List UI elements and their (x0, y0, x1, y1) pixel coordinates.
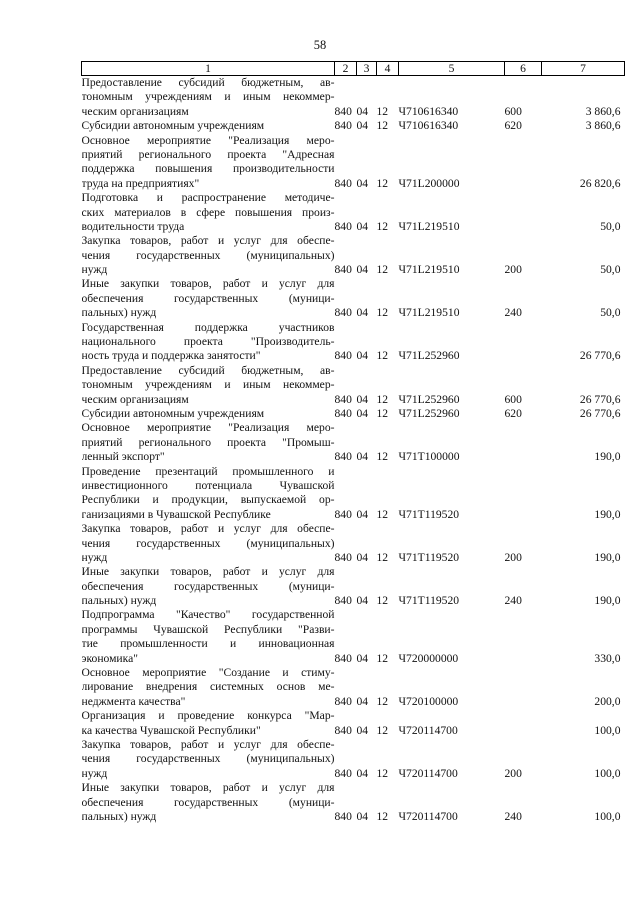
row-section-code: 04 (356, 104, 369, 118)
row-expense-type (505, 321, 542, 364)
row-amount: 100,0 (594, 809, 621, 823)
row-name-line: тие промышленности и инновационная (81, 637, 335, 651)
row-name-line: нужд (81, 766, 108, 780)
row-name-line: ность труда и поддержка занятости" (81, 349, 261, 363)
header-col-6: 6 (505, 62, 542, 76)
row-target-article: Ч71L252960 (398, 392, 460, 406)
row-ministry-code: 840 (334, 104, 352, 118)
row-name (82, 407, 335, 421)
row-amount: 190,0 (594, 550, 621, 564)
row-subsection-code: 12 (376, 550, 389, 564)
row-subsection-code: 12 (376, 119, 389, 133)
row-ministry-code: 840 (334, 450, 352, 464)
row-name (82, 781, 335, 824)
row-section-code: 04 (356, 723, 369, 737)
row-target-article: Ч720114700 (398, 723, 458, 737)
row-ministry-code: 840 (334, 507, 352, 521)
row-section-code: 04 (356, 694, 369, 708)
row-target-article: Ч71L219510 (398, 263, 460, 277)
row-name (82, 709, 335, 738)
row-name-line: ских материалов в сфере повышения произ- (81, 205, 335, 219)
row-name-line: ческим организациям (81, 104, 189, 118)
row-name (82, 565, 335, 608)
table-row (82, 522, 625, 565)
row-expense-type: 620 (504, 119, 522, 133)
row-target-article: Ч71L200000 (398, 176, 460, 190)
row-name-line: Закупка товаров, работ и услуг для обеспе- (81, 738, 335, 751)
row-subsection-code: 12 (376, 507, 389, 521)
row-target-article: Ч710616340 (398, 119, 459, 133)
row-section-code: 04 (356, 766, 369, 780)
row-name (82, 234, 335, 277)
table-row (82, 277, 625, 320)
row-name-line: пальных) нужд (81, 594, 157, 608)
row-name (82, 421, 335, 464)
row-section-code: 04 (356, 450, 369, 464)
row-name (82, 134, 335, 192)
row-name-line: Иные закупки товаров, работ и услуг для (81, 277, 335, 291)
row-name-line: приятий регионального проекта "Адресная (81, 147, 335, 161)
row-name-line: программы Чувашской Республики "Разви- (81, 622, 335, 636)
row-name-line: нужд (81, 263, 108, 277)
row-ministry-code: 840 (334, 809, 352, 823)
row-name (82, 364, 335, 407)
row-expense-type (505, 666, 542, 709)
row-expense-type: 600 (504, 392, 522, 406)
row-name-line: чения государственных (муниципальных) (81, 752, 335, 766)
row-amount: 50,0 (600, 263, 621, 277)
row-name-line: Республики и продукции, выпускаемой ор- (81, 493, 335, 507)
row-subsection-code: 12 (376, 809, 389, 823)
row-name-line: обеспечения государственных (муници- (81, 579, 335, 593)
row-name-line: Закупка товаров, работ и услуг для обеспе- (81, 234, 335, 248)
row-ministry-code: 840 (334, 766, 352, 780)
row-name-line: ческим организациям (81, 392, 189, 406)
row-target-article: Ч71T119520 (398, 507, 460, 521)
row-ministry-code: 840 (334, 694, 352, 708)
row-expense-type: 200 (504, 550, 522, 564)
row-section-code: 04 (356, 219, 369, 233)
row-name-line: тономным учреждениям и иным некоммер- (81, 90, 335, 104)
table-row (82, 134, 625, 192)
row-name-line: ка качества Чувашской Республики" (81, 723, 261, 737)
row-name-line: пальных) нужд (81, 809, 157, 823)
row-name (82, 465, 335, 523)
row-amount: 50,0 (600, 306, 621, 320)
row-ministry-code: 840 (334, 306, 352, 320)
row-name-line: Закупка товаров, работ и услуг для обеспе- (81, 522, 335, 536)
row-amount: 190,0 (594, 594, 621, 608)
row-amount: 26 820,6 (579, 176, 621, 190)
table-row (82, 608, 625, 666)
row-name (82, 321, 335, 364)
table-row (82, 407, 625, 421)
table-row (82, 191, 625, 234)
row-expense-type: 200 (504, 766, 522, 780)
row-amount: 190,0 (594, 507, 621, 521)
table-row (82, 565, 625, 608)
row-ministry-code: 840 (334, 651, 352, 665)
row-name (82, 608, 335, 666)
row-target-article: Ч71T100000 (398, 450, 460, 464)
row-name-line: Подготовка и распространение методиче- (81, 191, 335, 205)
table-header-row (82, 62, 625, 76)
row-amount: 3 860,6 (585, 119, 621, 133)
row-expense-type: 600 (504, 104, 522, 118)
row-amount: 200,0 (594, 694, 621, 708)
row-section-code: 04 (356, 263, 369, 277)
row-expense-type (505, 134, 542, 192)
row-subsection-code: 12 (376, 594, 389, 608)
row-ministry-code: 840 (334, 723, 352, 737)
row-name-line: Проведение презентаций промышленного и (81, 464, 335, 478)
row-section-code: 04 (356, 119, 369, 133)
header-col-2: 2 (335, 62, 357, 76)
row-expense-type (505, 465, 542, 523)
row-name-line: поддержка повышения производительности (81, 162, 335, 176)
row-name-line: национального проекта "Производитель- (81, 335, 335, 349)
header-col-3: 3 (357, 62, 377, 76)
row-expense-type (505, 421, 542, 464)
row-target-article: Ч720000000 (398, 651, 459, 665)
table-row (82, 76, 625, 120)
row-amount: 26 770,6 (579, 407, 621, 420)
row-subsection-code: 12 (376, 263, 389, 277)
row-section-code: 04 (356, 507, 369, 521)
row-section-code: 04 (356, 550, 369, 564)
row-section-code: 04 (356, 176, 369, 190)
row-section-code: 04 (356, 349, 369, 363)
row-name-line: Предоставление субсидий бюджетным, ав- (81, 363, 335, 377)
table-row (82, 234, 625, 277)
row-subsection-code: 12 (376, 176, 389, 190)
row-name (82, 191, 335, 234)
row-section-code: 04 (356, 306, 369, 320)
table-row (82, 421, 625, 464)
row-expense-type (505, 709, 542, 738)
row-expense-type (505, 608, 542, 666)
row-ministry-code: 840 (334, 594, 352, 608)
row-ministry-code: 840 (334, 119, 352, 133)
row-target-article: Ч720114700 (398, 766, 458, 780)
row-name-line: Иные закупки товаров, работ и услуг для (81, 781, 335, 795)
row-amount: 100,0 (594, 723, 621, 737)
row-expense-type: 240 (504, 594, 522, 608)
row-name-line: чения государственных (муниципальных) (81, 248, 335, 262)
row-name-line: тономным учреждениям и иным некоммер- (81, 378, 335, 392)
row-ministry-code: 840 (334, 349, 352, 363)
table-row (82, 738, 625, 781)
table-row (82, 666, 625, 709)
row-name-line: обеспечения государственных (муници- (81, 291, 335, 305)
row-subsection-code: 12 (376, 450, 389, 464)
row-name-line: приятий регионального проекта "Промыш- (81, 435, 335, 449)
row-name (82, 666, 335, 709)
row-ministry-code: 840 (334, 263, 352, 277)
row-name-line: нужд (81, 550, 108, 564)
row-amount: 190,0 (594, 450, 621, 464)
row-target-article: Ч71L252960 (398, 407, 460, 420)
row-name-line: чения государственных (муниципальных) (81, 536, 335, 550)
row-expense-type (505, 191, 542, 234)
row-name-line: Иные закупки товаров, работ и услуг для (81, 565, 335, 579)
table-row (82, 119, 625, 133)
row-name-line: обеспечения государственных (муници- (81, 795, 335, 809)
header-col-5: 5 (399, 62, 505, 76)
row-expense-type: 240 (504, 306, 522, 320)
row-name-line: Предоставление субсидий бюджетным, ав- (81, 76, 335, 89)
budget-table (81, 61, 625, 824)
row-section-code: 04 (356, 407, 369, 420)
row-name-line: Основное мероприятие "Создание и стиму- (81, 666, 335, 680)
row-ministry-code: 840 (334, 407, 352, 420)
row-name-line: водительности труда (81, 219, 185, 233)
row-name-line: труда на предприятиях" (81, 176, 200, 190)
row-amount: 3 860,6 (585, 104, 621, 118)
row-subsection-code: 12 (376, 104, 389, 118)
page-number: 58 (313, 38, 327, 52)
row-name-line: Субсидии автономным учреждениям (81, 407, 265, 420)
row-name (82, 738, 335, 781)
row-subsection-code: 12 (376, 306, 389, 320)
header-col-1: 1 (82, 62, 335, 76)
row-target-article: Ч710616340 (398, 104, 459, 118)
row-name-line: инвестиционного потенциала Чувашской (81, 478, 335, 492)
table-row (82, 781, 625, 824)
table-row (82, 364, 625, 407)
row-subsection-code: 12 (376, 766, 389, 780)
row-name-line: лирование внедрения системных основ ме- (81, 680, 335, 694)
row-expense-type: 200 (504, 263, 522, 277)
row-subsection-code: 12 (376, 349, 389, 363)
row-target-article: Ч71L219510 (398, 306, 460, 320)
row-name-line: неджмента качества" (81, 694, 186, 708)
row-section-code: 04 (356, 651, 369, 665)
row-amount: 100,0 (594, 766, 621, 780)
row-target-article: Ч71T119520 (398, 594, 460, 608)
row-ministry-code: 840 (334, 176, 352, 190)
row-target-article: Ч720100000 (398, 694, 459, 708)
header-col-7: 7 (542, 62, 625, 76)
row-target-article: Ч71L219510 (398, 219, 460, 233)
row-name-line: Подпрограмма "Качество" государственной (81, 608, 335, 622)
row-amount: 26 770,6 (579, 392, 621, 406)
table-body (82, 76, 625, 825)
row-name (82, 277, 335, 320)
row-ministry-code: 840 (334, 550, 352, 564)
row-subsection-code: 12 (376, 392, 389, 406)
row-subsection-code: 12 (376, 407, 389, 420)
row-name (82, 76, 335, 120)
row-expense-type: 240 (504, 809, 522, 823)
row-subsection-code: 12 (376, 219, 389, 233)
row-ministry-code: 840 (334, 392, 352, 406)
table-row (82, 709, 625, 738)
table-row (82, 321, 625, 364)
row-name-line: ганизациями в Чувашской Республике (81, 507, 271, 521)
row-name-line: экономика" (81, 651, 138, 665)
row-name-line: Основное мероприятие "Реализация меро- (81, 421, 335, 435)
row-amount: 26 770,6 (579, 349, 621, 363)
row-expense-type: 620 (504, 407, 522, 420)
row-subsection-code: 12 (376, 694, 389, 708)
row-section-code: 04 (356, 809, 369, 823)
row-name-line: Организация и проведение конкурса "Мар- (81, 709, 335, 723)
row-target-article: Ч71L252960 (398, 349, 460, 363)
header-col-4: 4 (377, 62, 399, 76)
row-subsection-code: 12 (376, 651, 389, 665)
row-section-code: 04 (356, 392, 369, 406)
row-subsection-code: 12 (376, 723, 389, 737)
table-row (82, 465, 625, 523)
row-amount: 50,0 (600, 219, 621, 233)
row-target-article: Ч720114700 (398, 809, 458, 823)
row-ministry-code: 840 (334, 219, 352, 233)
row-section-code: 04 (356, 594, 369, 608)
row-name-line: Основное мероприятие "Реализация меро- (81, 133, 335, 147)
row-name (82, 119, 335, 133)
row-amount: 330,0 (594, 651, 621, 665)
row-name-line: ленный экспорт" (81, 450, 165, 464)
row-name (82, 522, 335, 565)
row-name-line: пальных) нужд (81, 306, 157, 320)
row-target-article: Ч71T119520 (398, 550, 460, 564)
row-name-line: Государственная поддержка участников (81, 320, 335, 334)
row-name-line: Субсидии автономным учреждениям (81, 119, 265, 133)
